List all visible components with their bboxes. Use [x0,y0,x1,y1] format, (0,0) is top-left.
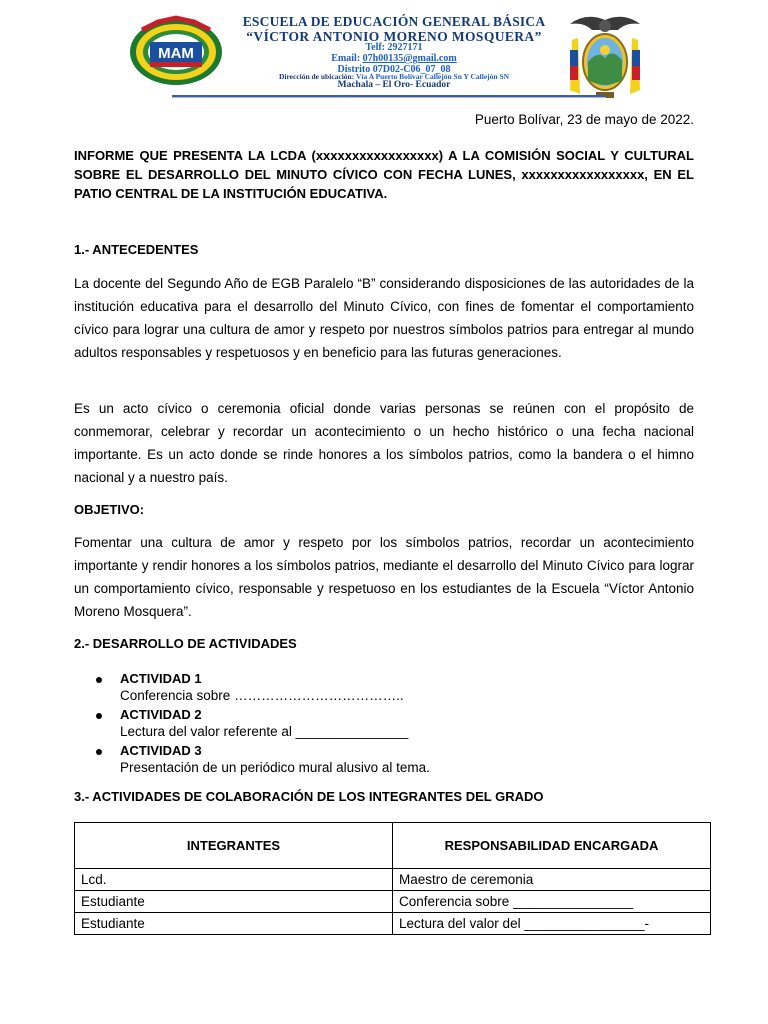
column-header: RESPONSABILIDAD ENCARGADA [393,823,711,869]
school-district: Distrito 07D02-C06_07_08 [337,64,451,75]
activities-list [74,671,694,779]
report-intro: INFORME QUE PRESENTA LA LCDA (xxxxxxxxxxxxxxxxx) A LA COMISIÓN SOCIAL Y CULTURAL SOBRE EL DESARROLLO DEL MINUTO CÍVICO CON FECHA LUNES, xxxxxxxxxxxxxxxxx, EN EL PATIO CENTRAL DE LA INSTITUCIÓN EDUCATIVA. [74,148,694,201]
activity-description: Conferencia sobre ……………………………….. [120,688,404,703]
table-cell: Estudiante [75,891,393,913]
school-logo-icon [128,12,224,88]
bullet-icon [96,749,102,755]
table-cell: Maestro de ceremonia [393,869,711,891]
school-phone: Telf: 2927171 [365,42,423,53]
table-cell: Estudiante [75,913,393,935]
section1-paragraph-2: Es un acto cívico o ceremonia oficial donde varias personas se reúnen con el propósito de conmemorar, celebrar y recordar un acontecimiento o un hecho histórico o una fecha nacional importante. Es un acto donde se rinde honores a los símbolos patrios, como la bandera o el himno nacional y a nuestro país. [74,401,694,485]
activity-description: Lectura del valor referente al _______________ [120,724,409,739]
school-subtitle: “VÍCTOR ANTONIO MORENO MOSQUERA” [246,29,542,44]
bullet-icon [96,713,102,719]
activity-title: ACTIVIDAD 1 [120,671,202,686]
address-value: Vía A Puerto Bolívar Callejón Sn Y Callejón SN [355,72,510,81]
members-table [74,822,711,935]
document-date: Puerto Bolívar, 23 de mayo de 2022. [474,112,694,127]
objective-text: Fomentar una cultura de amor y respeto por los símbolos patrios, recordar un acontecimiento importante y rendir honores a los símbolos patrios, mediante el desarrollo del Minuto Cívico para lograr un comportamiento cívico, responsable y respetuoso en los estudiantes de la Escuela “Víctor Antonio Moreno Mosquera”. [74,535,694,619]
activity-title: ACTIVIDAD 3 [120,743,202,758]
school-email-line [220,53,568,64]
table-row [75,891,711,913]
section1-paragraph-1: La docente del Segundo Año de EGB Paralelo “B” considerando disposiciones de las autoridades de la institución educativa para el desarrollo del Minuto Cívico, con fines de fomentar el comportamiento cívico para lograr una cultura de amor y respeto por nuestros símbolos patrios para entregar al mundo adultos responsables y respetuosos y en beneficio para las futuras generaciones. [74,276,694,360]
table-cell: Lectura del valor del ________________- [393,913,711,935]
list-item [74,707,694,743]
activity-description: Presentación de un periódico mural alusivo al tema. [120,760,430,775]
table-cell: Conferencia sobre ________________ [393,891,711,913]
table-row [75,869,711,891]
objective-heading: OBJETIVO: [74,502,145,517]
column-header: INTEGRANTES [75,823,393,869]
section2-heading: 2.- DESARROLLO DE ACTIVIDADES [74,636,297,651]
school-name: ESCUELA DE EDUCACIÓN GENERAL BÁSICA [242,14,546,29]
table-row [75,913,711,935]
section1-heading: 1.- ANTECEDENTES [74,242,199,257]
address-label: Dirección de ubicación: [278,72,355,81]
email-link[interactable]: 07h00135@gmail.com [362,53,457,64]
school-city: Machala – El Oro- Ecuador [337,80,451,90]
table-header-row [75,823,711,869]
logo-left-text: MAM [158,45,194,62]
ecuador-coat-of-arms-icon [566,10,644,100]
letterhead [0,0,768,110]
email-label: Email: [331,53,361,64]
table-cell: Lcd. [75,869,393,891]
header-divider [172,95,606,98]
list-item [74,743,694,779]
section3-heading: 3.- ACTIVIDADES DE COLABORACIÓN DE LOS INTEGRANTES DEL GRADO [74,789,544,804]
bullet-icon [96,677,102,683]
list-item [74,671,694,707]
activity-title: ACTIVIDAD 2 [120,707,202,722]
